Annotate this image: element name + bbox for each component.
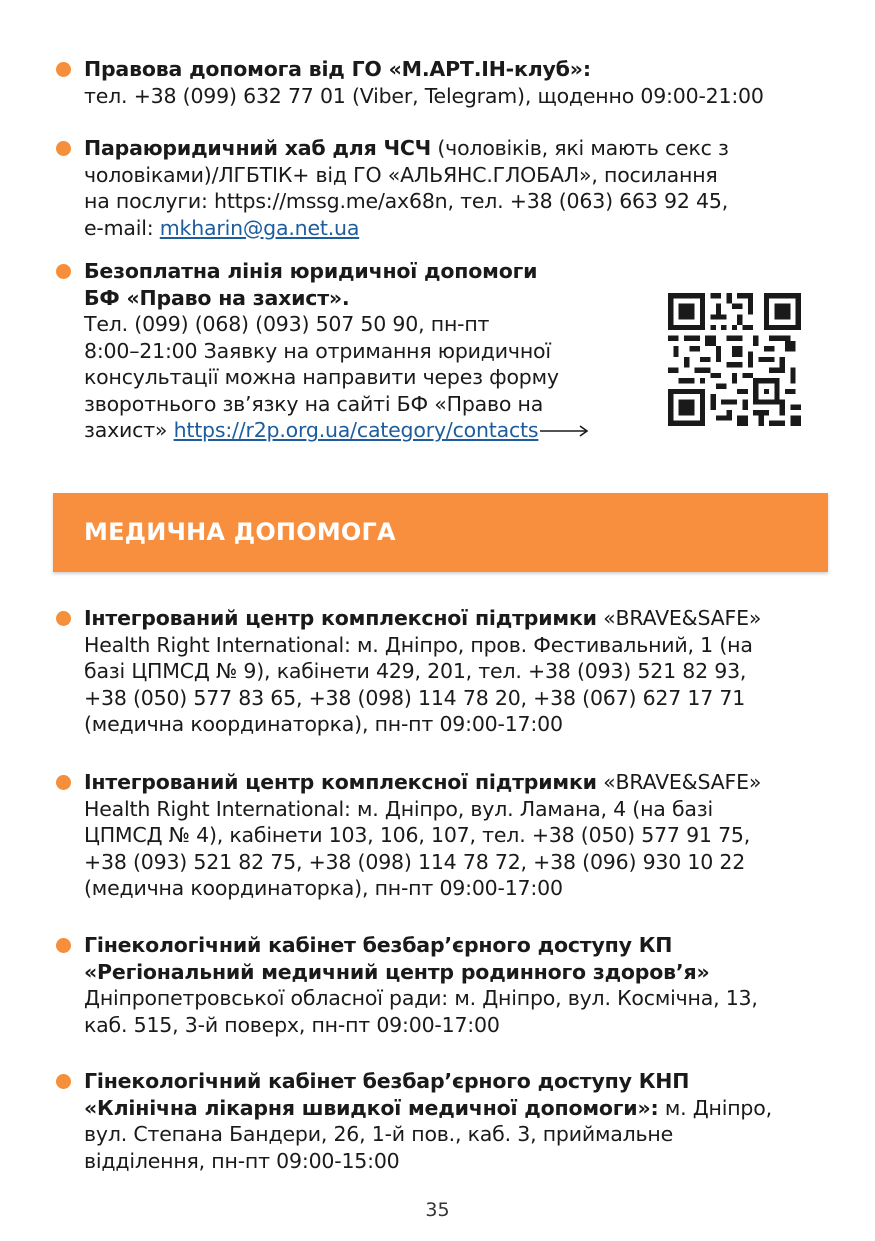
entry-title: Інтегрований центр комплексної підтримки <box>84 606 597 630</box>
entry-text: зворотнього зв’язку на сайті БФ «Право на <box>84 391 544 416</box>
entry-title: Правова допомога від ГО «М.АРТ.ІН-клуб»: <box>84 57 591 81</box>
entry-text: +38 (050) 577 83 65, +38 (098) 114 78 20, +38 (067) 627 17 71 <box>84 685 746 710</box>
page-number: 35 <box>425 1199 450 1221</box>
entry-title: Гінекологічний кабінет безбар’єрного доступу КНП <box>84 1069 690 1093</box>
section-title: МЕДИЧНА ДОПОМОГА <box>84 518 396 546</box>
entry-text: вул. Степана Бандери, 26, 1-й пов., каб. 3, приймальне <box>84 1122 674 1146</box>
bullet-dot-icon <box>56 62 71 77</box>
entry-text: Health Right International: м. Дніпро, пров. Фестивальний, 1 (на <box>84 632 753 657</box>
contacts-link[interactable]: https://r2p.org.ua/category/contacts <box>173 418 539 442</box>
legal-entry-mart-in <box>84 56 835 109</box>
entry-text: «BRAVE&SAFE» <box>596 606 762 630</box>
entry-text: Тел. (099) (068) (093) 507 50 90, пн-пт <box>84 312 490 336</box>
medical-entry-brave-safe-2 <box>84 769 835 902</box>
entry-text: тел. +38 (099) 632 77 01 (Viber, Telegram), щоденно 09:00-21:00 <box>84 83 764 108</box>
entry-text: (чоловіків, які мають секс з <box>431 136 729 160</box>
entry-text: м. Дніпро, <box>658 1095 772 1120</box>
entry-text: каб. 515, 3-й поверх, пн-пт 09:00-17:00 <box>84 1012 500 1037</box>
medical-entry-emergency-hospital <box>84 1068 835 1174</box>
entry-text: ЦПМСД № 4), кабінети 103, 106, 107, тел. +38 (050) 577 91 75, <box>84 823 751 847</box>
email-link[interactable]: mkharin@ga.net.ua <box>159 215 360 240</box>
entry-text: Дніпропетровської обласної ради: м. Дніпро, вул. Космічна, 13, <box>84 986 758 1010</box>
medical-entry-family-health-center <box>84 932 835 1038</box>
entry-text: «BRAVE&SAFE» <box>596 770 762 794</box>
entry-text: чоловіками)/ЛГБТІК+ від ГО «АЛЬЯНС.ГЛОБАЛ», посилання <box>84 162 718 187</box>
entry-title: Гінекологічний кабінет безбар’єрного доступу КП <box>84 933 673 957</box>
legal-entry-pravo-na-zakhyst <box>84 258 635 444</box>
entry-text: (медична координаторка), пн-пт 09:00-17:00 <box>84 876 563 900</box>
entry-text: базі ЦПМСД № 9), кабінети 429, 201, тел. +38 (093) 521 82 93, <box>84 659 747 683</box>
bullet-dot-icon <box>56 141 71 156</box>
bullet-dot-icon <box>56 1074 71 1089</box>
section-header-medical <box>53 493 828 572</box>
entry-text: Health Right International: м. Дніпро, вул. Ламана, 4 (на базі <box>84 796 713 821</box>
entry-text: консультації можна направити через форму <box>84 365 559 389</box>
qr-code-icon[interactable] <box>668 293 801 426</box>
entry-title: «Клінічна лікарня швидкої медичної допомоги»: <box>84 1095 659 1120</box>
arrow-right-icon <box>538 424 590 438</box>
entry-text: захист» <box>84 418 174 442</box>
entry-text: 8:00–21:00 Заявку на отримання юридичної <box>84 338 551 363</box>
email-label: e-mail: <box>84 215 160 240</box>
medical-entry-brave-safe-1 <box>84 605 835 738</box>
entry-text: (медична координаторка), пн-пт 09:00-17:00 <box>84 712 563 736</box>
entry-text: +38 (093) 521 82 75, +38 (098) 114 78 72, +38 (096) 930 10 22 <box>84 849 746 874</box>
bullet-dot-icon <box>56 611 71 626</box>
bullet-dot-icon <box>56 775 71 790</box>
entry-text: на послуги: https://mssg.me/ax68n, тел. +38 (063) 663 92 45, <box>84 189 729 213</box>
entry-text: відділення, пн-пт 09:00-15:00 <box>84 1148 400 1173</box>
bullet-dot-icon <box>56 938 71 953</box>
entry-title: «Регіональний медичний центр родинного здоров’я» <box>84 959 710 984</box>
entry-title: Безоплатна лінія юридичної допомоги <box>84 259 538 283</box>
entry-title: БФ «Право на захист». <box>84 285 350 310</box>
entry-title: Інтегрований центр комплексної підтримки <box>84 770 597 794</box>
legal-entry-alliance-global <box>84 135 835 241</box>
entry-title: Параюридичний хаб для ЧСЧ <box>84 136 432 160</box>
bullet-dot-icon <box>56 264 71 279</box>
